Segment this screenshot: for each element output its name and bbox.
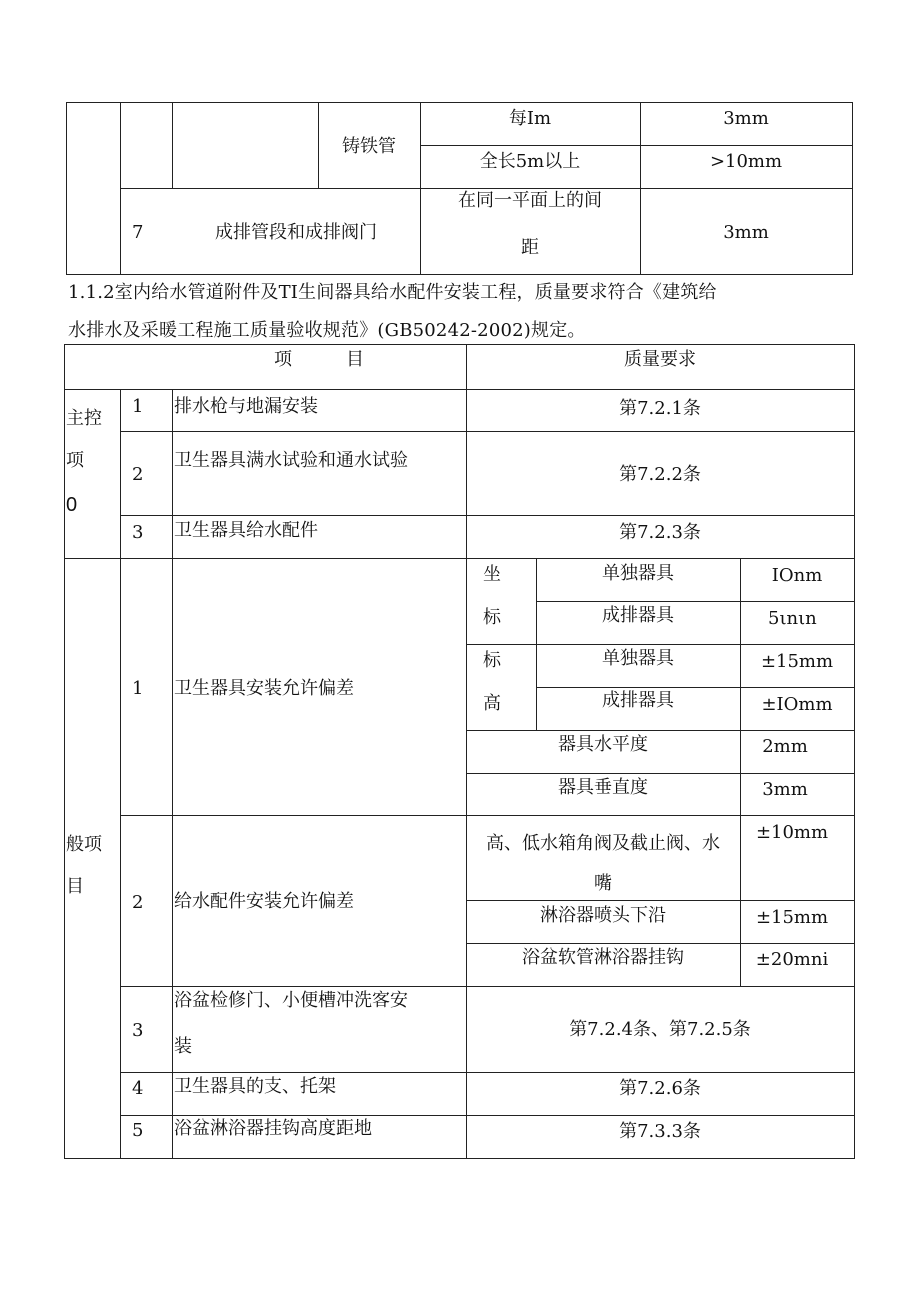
- g1-height-2: 高: [483, 693, 501, 714]
- g1-coord-2: 标: [483, 607, 501, 628]
- per-meter-value: 3mm: [723, 108, 769, 129]
- full-length-value: >10mm: [709, 151, 783, 172]
- row7-item: 成排管段和成排阀门: [215, 222, 377, 243]
- main-row1-item: 排水枪与地漏安装: [174, 396, 318, 417]
- paragraph-line1: 1.1.2室内给水管道附件及TI生间器具给水配件安装工程，质量要求符合《建筑给: [68, 282, 717, 303]
- row7-condition-line2: 距: [521, 237, 539, 258]
- g1-coord-group-value: 5ιnιn: [768, 608, 817, 629]
- g1-height-group: 成排器具: [602, 690, 674, 711]
- g5-number: 5: [132, 1120, 144, 1141]
- g1-item: 卫生器具安装允许偏差: [174, 678, 354, 699]
- g1-vertical-value: 3mm: [762, 779, 808, 800]
- g5-item: 浴盆淋浴器挂钩高度距地: [174, 1118, 372, 1139]
- g2-valve-line2: 嘴: [594, 873, 612, 894]
- main-row2-req: 第7.2.2条: [619, 464, 701, 485]
- g1-height-single-value: ±15mm: [760, 651, 834, 672]
- header-item: 项 目: [274, 349, 364, 370]
- g1-height-single: 单独器具: [602, 648, 674, 669]
- g2-hook-value: ±20mni: [755, 949, 829, 970]
- header-quality-requirement: 质量要求: [624, 349, 696, 370]
- general-label-2: 目: [66, 876, 84, 897]
- main-row3-number: 3: [132, 522, 144, 543]
- general-label-1: 般项: [66, 834, 102, 855]
- g4-item: 卫生器具的支、托架: [174, 1076, 336, 1097]
- main-row2-item: 卫生器具满水试验和通水试验: [174, 450, 408, 471]
- g1-height-group-value: ±IOmm: [761, 694, 833, 715]
- main-row1-req: 第7.2.1条: [619, 398, 701, 419]
- main-row2-number: 2: [132, 464, 144, 485]
- g1-height-1: 标: [483, 650, 501, 671]
- g1-level: 器具水平度: [558, 734, 648, 755]
- g4-req: 第7.2.6条: [619, 1078, 701, 1099]
- g2-hook: 浴盆软管淋浴器挂钩: [522, 947, 684, 968]
- g3-item-line2: 装: [174, 1036, 192, 1057]
- g2-number: 2: [132, 892, 144, 913]
- main-control-label-2: 项: [66, 450, 84, 471]
- main-row3-req: 第7.2.3条: [619, 522, 701, 543]
- g5-req: 第7.3.3条: [619, 1121, 701, 1142]
- paragraph-line2: 水排水及采暖工程施工质量验收规范》(GB50242-2002)规定。: [68, 320, 586, 341]
- g1-vertical: 器具垂直度: [558, 777, 648, 798]
- main-row1-number: 1: [132, 396, 144, 417]
- g2-shower: 淋浴器喷头下沿: [540, 905, 666, 926]
- g1-coord-group: 成排器具: [602, 605, 674, 626]
- full-length-label: 全长5m以上: [479, 151, 581, 172]
- g3-req: 第7.2.4条、第7.2.5条: [569, 1019, 751, 1040]
- g1-coord-single: 单独器具: [602, 563, 674, 584]
- g2-shower-value: ±15mm: [755, 907, 829, 928]
- g2-valve-line1: 高、低水箱角阀及截止阀、水: [486, 833, 720, 854]
- per-meter-label: 每Im: [508, 108, 552, 129]
- g2-item: 给水配件安装允许偏差: [174, 891, 354, 912]
- row7-condition-line1: 在同一平面上的间: [458, 190, 602, 211]
- main-row3-item: 卫生器具给水配件: [174, 520, 318, 541]
- g2-valve-value: ±10mm: [755, 822, 829, 843]
- main-control-label-3: 0: [66, 494, 78, 516]
- g3-number: 3: [132, 1020, 144, 1041]
- pipe-type-label: 铸铁管: [342, 136, 396, 157]
- g1-coord-single-value: IOnm: [771, 565, 823, 586]
- g1-number: 1: [132, 678, 144, 699]
- g3-item-line1: 浴盆检修门、小便槽冲洗客安: [174, 990, 408, 1011]
- g1-coord-1: 坐: [483, 564, 501, 585]
- row7-value: 3mm: [723, 222, 769, 243]
- g1-level-value: 2mm: [762, 736, 808, 757]
- g4-number: 4: [132, 1078, 144, 1099]
- main-control-label-1: 主控: [66, 408, 102, 429]
- row7-number: 7: [132, 222, 144, 243]
